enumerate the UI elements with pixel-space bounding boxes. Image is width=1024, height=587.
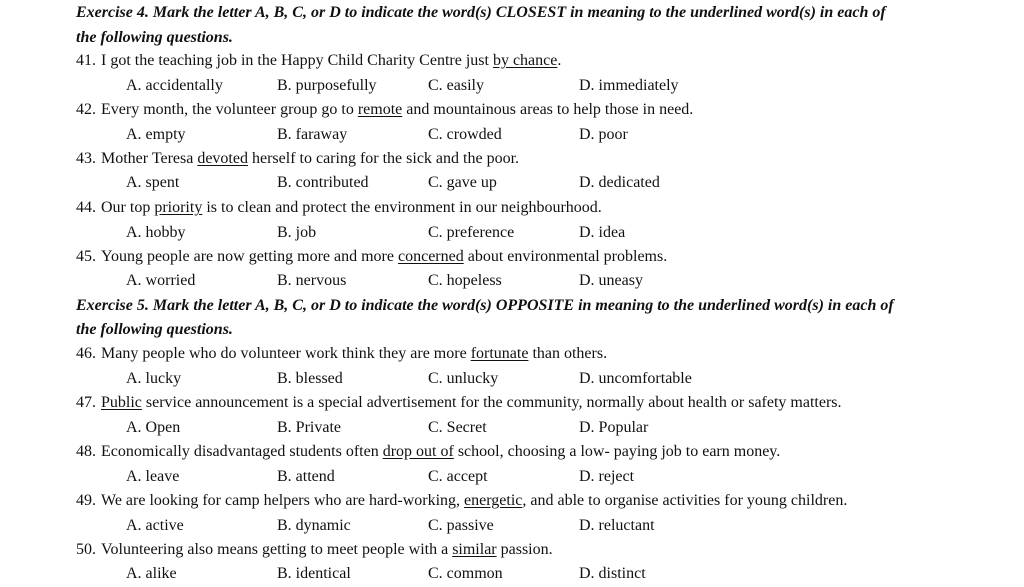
question-41-options	[126, 74, 1016, 99]
exercise-4-heading: Exercise 4. Mark the letter A, B, C, or D to indicate the word(s) CLOSEST in meaning to the underlined word(s) in each of	[76, 4, 886, 21]
option-b: B. job	[277, 224, 317, 241]
underlined-word: fortunate	[470, 345, 529, 362]
option-b: B. attend	[277, 468, 335, 485]
question-43: 43. Mother Teresa devoted herself to caring for the sick and the poor.	[76, 150, 520, 167]
option-d: D. uncomfortable	[579, 370, 692, 387]
option-a: A. accidentally	[126, 77, 223, 94]
underlined-word: concerned	[397, 248, 464, 265]
question-50-options	[126, 562, 1016, 587]
option-d: D. idea	[579, 224, 626, 241]
option-a: A. empty	[126, 126, 186, 143]
question-49: 49. We are looking for camp helpers who are hard-working, energetic, and able to organise activities for young children.	[76, 492, 848, 509]
underlined-word: similar	[452, 541, 497, 558]
underlined-word: Public	[101, 394, 142, 411]
question-41: 41. I got the teaching job in the Happy Child Charity Centre just by chance.	[76, 52, 562, 69]
option-c: C. easily	[428, 77, 484, 94]
option-b: B. Private	[277, 419, 341, 436]
exercise-4-heading-continued: the following questions.	[76, 29, 233, 46]
option-d: D. poor	[579, 126, 628, 143]
question-47-options	[126, 416, 1016, 441]
option-d: D. uneasy	[579, 272, 643, 289]
option-a: A. lucky	[126, 370, 182, 387]
question-50: 50. Volunteering also means getting to meet people with a similar passion.	[76, 541, 553, 558]
underlined-word: priority	[154, 199, 203, 216]
option-c: C. Secret	[428, 419, 487, 436]
option-a: A. leave	[126, 468, 180, 485]
underlined-word: devoted	[197, 150, 248, 167]
exercise-5-heading-continued: the following questions.	[76, 321, 233, 338]
option-d: D. reject	[579, 468, 635, 485]
option-a: A. alike	[126, 565, 177, 582]
option-d: D. dedicated	[579, 174, 660, 191]
question-43-options	[126, 171, 1016, 196]
option-d: D. reluctant	[579, 517, 655, 534]
option-d: D. immediately	[579, 77, 679, 94]
option-b: B. faraway	[277, 126, 348, 143]
option-a: A. spent	[126, 174, 180, 191]
underlined-word: remote	[357, 101, 403, 118]
question-49-options	[126, 514, 1016, 539]
option-a: A. Open	[126, 419, 181, 436]
option-c: C. common	[428, 565, 503, 582]
option-c: C. gave up	[428, 174, 497, 191]
question-46-options	[126, 367, 1016, 392]
question-42: 42. Every month, the volunteer group go to remote and mountainous areas to help those in need.	[76, 101, 694, 118]
question-44: 44. Our top priority is to clean and protect the environment in our neighbourhood.	[76, 199, 602, 216]
option-a: A. active	[126, 517, 184, 534]
option-b: B. blessed	[277, 370, 343, 387]
option-b: B. dynamic	[277, 517, 351, 534]
question-47: 47. Public service announcement is a special advertisement for the community, normally about health or safety matters.	[76, 394, 842, 411]
option-c: C. crowded	[428, 126, 502, 143]
question-45-options	[126, 269, 1016, 294]
option-a: A. hobby	[126, 224, 186, 241]
option-d: D. distinct	[579, 565, 646, 582]
question-48-options	[126, 465, 1016, 490]
option-c: C. passive	[428, 517, 494, 534]
question-46: 46. Many people who do volunteer work think they are more fortunate than others.	[76, 345, 608, 362]
option-b: B. identical	[277, 565, 351, 582]
option-b: B. purposefully	[277, 77, 377, 94]
option-c: C. hopeless	[428, 272, 502, 289]
question-45: 45. Young people are now getting more and more concerned about environmental problems.	[76, 248, 668, 265]
question-48: 48. Economically disadvantaged students often drop out of school, choosing a low- paying job to earn money.	[76, 443, 781, 460]
option-c: C. unlucky	[428, 370, 499, 387]
underlined-word: energetic	[464, 492, 523, 509]
option-d: D. Popular	[579, 419, 649, 436]
question-42-options	[126, 123, 1016, 148]
option-a: A. worried	[126, 272, 196, 289]
underlined-word: by chance	[492, 52, 558, 69]
option-c: C. accept	[428, 468, 488, 485]
underlined-word: drop out of	[382, 443, 454, 460]
option-c: C. preference	[428, 224, 515, 241]
question-44-options	[126, 221, 1016, 246]
option-b: B. nervous	[277, 272, 347, 289]
option-b: B. contributed	[277, 174, 369, 191]
exercise-5-heading: Exercise 5. Mark the letter A, B, C, or D to indicate the word(s) OPPOSITE in meaning to the underlined word(s) in each of	[76, 297, 894, 314]
